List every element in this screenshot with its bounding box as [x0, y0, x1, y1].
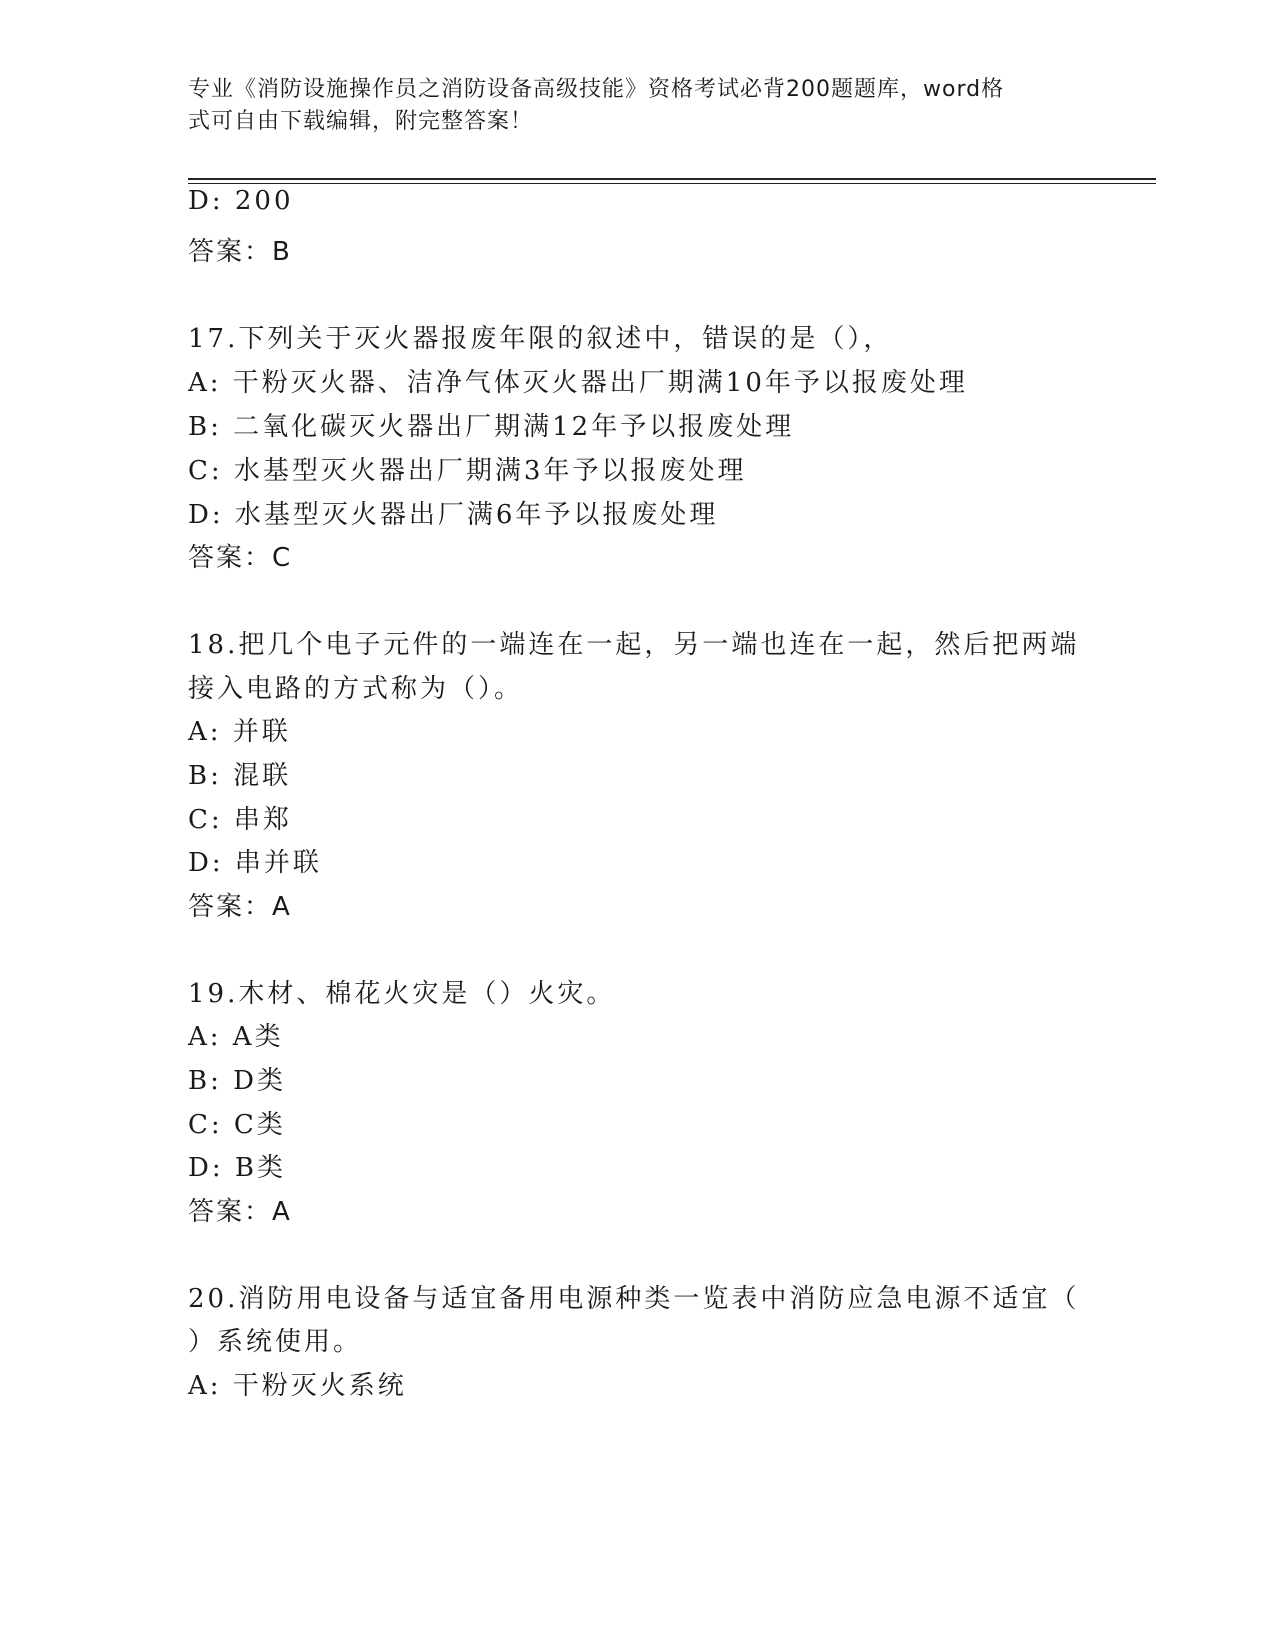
q19-option-d: D: B类 — [188, 1153, 286, 1183]
q17-option-c: C: 水基型灭火器出厂期满3年予以报废处理 — [188, 456, 747, 486]
q18-option-c: C: 串郑 — [188, 805, 292, 835]
q18-stem-line-1: 18.把几个电子元件的一端连在一起，另一端也连在一起，然后把两端 — [188, 630, 1080, 660]
q18-option-b: B: 混联 — [188, 761, 292, 791]
header-divider-thick — [188, 178, 1156, 180]
q18-stem-line-2: 接入电路的方式称为（）。 — [188, 674, 524, 704]
header-divider-thin — [188, 183, 1156, 184]
q17-option-a: A: 干粉灭火器、洁净气体灭火器出厂期满10年予以报废处理 — [188, 368, 968, 398]
q16-option-d: D: 200 — [188, 186, 294, 216]
q19-option-b: B: D类 — [188, 1066, 286, 1096]
q19-option-c: C: C类 — [188, 1110, 286, 1140]
q17-stem: 17.下列关于灭火器报废年限的叙述中，错误的是（）， — [188, 324, 893, 354]
q17-answer: 答案：C — [188, 543, 293, 573]
q18-option-d: D: 串并联 — [188, 848, 322, 878]
q16-answer: 答案：B — [188, 237, 292, 267]
q20-stem-line-2: ）系统使用。 — [188, 1327, 363, 1357]
q17-option-d: D: 水基型灭火器出厂满6年予以报废处理 — [188, 500, 719, 530]
q18-option-a: A: 并联 — [188, 717, 291, 747]
q19-stem: 19.木材、棉花火灾是（）火灾。 — [188, 979, 616, 1009]
header-line-2: 式可自由下载编辑，附完整答案！ — [188, 109, 534, 134]
q19-answer: 答案：A — [188, 1197, 292, 1227]
header-line-1: 专业《消防设施操作员之消防设备高级技能》资格考试必背200题题库，word格 — [188, 77, 1005, 102]
q19-option-a: A: A类 — [188, 1022, 284, 1052]
document-header — [188, 74, 1068, 138]
q20-option-a: A: 干粉灭火系统 — [188, 1371, 407, 1401]
q17-option-b: B: 二氧化碳灭火器出厂期满12年予以报废处理 — [188, 412, 795, 442]
q18-answer: 答案：A — [188, 892, 292, 922]
q20-stem-line-1: 20.消防用电设备与适宜备用电源种类一览表中消防应急电源不适宜（ — [188, 1284, 1080, 1314]
